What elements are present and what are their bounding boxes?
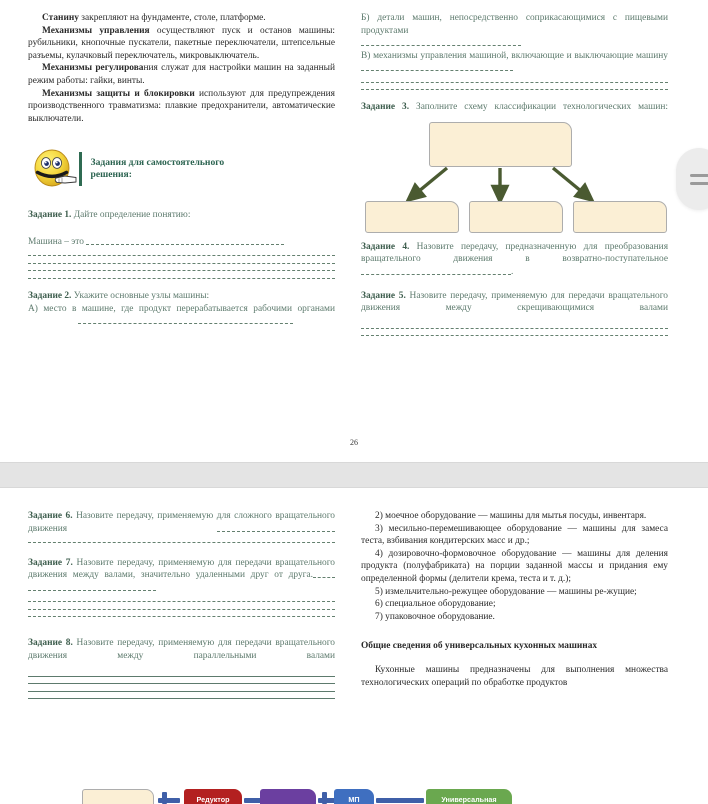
page2-columns (28, 510, 680, 706)
paragraph-mechanisms-regulation-body: ния служат для настройки машин на заданный режим работы: гайки, винты. (28, 63, 336, 86)
task-6 (28, 510, 335, 535)
task-5-label: Задание 5. (361, 290, 406, 301)
task-6-label: Задание 6. (28, 511, 73, 521)
task-7-answer-line-2[interactable] (28, 601, 335, 602)
flow-node-reduktor[interactable]: Редуктор (184, 789, 242, 804)
paragraph-mechanisms-control (28, 25, 335, 63)
task-7-answer-line-4[interactable] (28, 616, 335, 617)
task-5-answer-line-1[interactable] (361, 328, 668, 329)
item-b (361, 12, 668, 37)
task-1-prompt: Машина – это (28, 236, 84, 247)
item-v-answer-field[interactable] (361, 62, 513, 71)
item-b-text: Б) детали машин, непосредственно соприкасающимися с пищевыми продуктами (361, 13, 668, 36)
item-v-answer-line-3[interactable] (361, 89, 668, 90)
page1-right-column (361, 12, 668, 343)
flow-node-mp[interactable]: МП (334, 789, 374, 804)
flow-connector-4 (376, 798, 424, 803)
paragraph-mechanisms-control-lead: Механизмы управления (42, 25, 150, 36)
task-2-item-a-text: А) место в машине, где продукт перерабатывается рабочими органами (28, 303, 335, 314)
page1-left-column (28, 12, 335, 328)
task-8-answer-line-2[interactable] (28, 683, 335, 684)
page2-left-column (28, 510, 335, 706)
section-heading-universal-kitchen-machines: Общие сведения об универсальных кухонных машинах (361, 641, 598, 652)
paragraph-mechanisms-regulation-lead: Механизмы регулирова (42, 63, 144, 74)
task-7 (28, 557, 335, 595)
task-3-label: Задание 3. (361, 102, 410, 113)
task-7-answer-field-a[interactable] (313, 569, 335, 578)
task-2-answer-field[interactable] (78, 315, 293, 324)
item-b-answer-field[interactable] (361, 37, 521, 46)
task-7-answer-field-b[interactable] (28, 582, 156, 591)
item-v-text: В) механизмы управления машиной, включающие и выключающие машину (361, 50, 668, 61)
page-break-separator (0, 462, 708, 488)
task-1-answer-field[interactable] (86, 236, 284, 245)
paragraph-mechanisms-protection-lead: Механизмы защиты и блокировки (42, 88, 195, 99)
task-4-label: Задание 4. (361, 241, 410, 252)
task-2-item-a (28, 303, 335, 316)
task-4-answer-field[interactable] (361, 266, 511, 275)
paragraph-stanina-body: закрепляют на фундаменте, столе, платформе. (78, 13, 266, 23)
flow-node-universalnaya[interactable]: Универсальная (426, 789, 512, 804)
equals-menu-pill[interactable] (676, 148, 708, 210)
item-v-answer-row (361, 62, 668, 75)
task-1-answer-line-2[interactable] (28, 255, 335, 256)
task-3-text: Заполните схему классификации технологических машин: (409, 102, 668, 113)
page2-right-column (361, 510, 668, 689)
task-2-item-a-answer-row (28, 315, 335, 328)
bottom-flow-diagram (28, 787, 680, 804)
task-4-text: Назовите передачу, предназначенную для преобразования вращательного движения в возвратно-поступательное (361, 241, 669, 265)
task-2 (28, 290, 335, 303)
paragraph-stanina (28, 12, 335, 25)
diagram-box-child-3[interactable] (573, 201, 667, 233)
smiley-pointing-icon (32, 147, 78, 191)
flow-tick-2 (322, 792, 327, 804)
task-5-answer-line-2[interactable] (361, 335, 668, 336)
list-item-7: 7) упаковочное оборудование. (375, 611, 495, 622)
flow-node-2[interactable] (260, 789, 316, 804)
task-7-text: Назовите передачу, применяемую для передачи вращательного движения между валами, значительно удаленными друг от друга. (28, 557, 335, 581)
task-4: Задание 4. Назовите передачу, предназначенную для преобразования вращательного движения в возвратно-поступательное . (361, 241, 669, 277)
task-8-answer-line-1[interactable] (28, 676, 335, 677)
pill-bar-bottom (690, 182, 708, 185)
task-8-answer-line-4[interactable] (28, 698, 335, 699)
classification-diagram (365, 122, 665, 227)
self-study-label-line2: решения: (90, 169, 132, 181)
task-6-text: Назовите передачу, применяемую для сложного вращательного движения (28, 511, 335, 534)
diagram-box-child-1[interactable] (365, 201, 459, 233)
paragraph-mechanisms-control-body: осуществляют пуск и останов машины: рубильники, кнопочные пускатели, пакетные переключатели, штепсельные разъемы, кулачковый переключатель, микровыключатель. (28, 25, 336, 61)
task-8 (28, 637, 335, 662)
item-b-answer-row (361, 37, 668, 50)
task-1 (28, 209, 335, 222)
self-study-label-line1: Задания для самостоятельного (90, 156, 225, 168)
list-item-5: 5) измельчительно-режущее оборудование — машины ре-жущие; (375, 586, 637, 597)
self-study-banner (32, 147, 335, 191)
task-1-label: Задание 1. (28, 210, 72, 221)
task-2-text: Укажите основные узлы машины: (71, 290, 210, 301)
list-item-2: 2) моечное оборудование — машины для мытья посуды, инвентаря. (375, 511, 647, 521)
task-1-text: Дайте определение понятию: (71, 210, 191, 221)
page1-columns (28, 12, 680, 343)
task-3 (361, 101, 668, 114)
self-study-divider (79, 152, 82, 186)
task-7-answer-line-3[interactable] (28, 609, 335, 610)
paragraph-mechanisms-regulation (28, 62, 335, 87)
list-item-3: 3) месильно-перемешивающее оборудование — машины для замеса теста, взбивания кондитерских масс и др.; (361, 523, 668, 547)
task-7-label: Задание 7. (28, 557, 73, 568)
task-8-label: Задание 8. (28, 638, 73, 649)
item-v-answer-line-2[interactable] (361, 82, 668, 83)
task-5-text: Назовите передачу, применяемую для передачи вращательного движения между скрещивающимися валами (361, 290, 668, 314)
paragraph-mechanisms-protection-body: используют для предупреждения производственного травматизма: плавкие предохранители, автоматические выключатели. (28, 88, 335, 124)
task-1-prompt-line (28, 236, 335, 249)
page-number: 26 (350, 438, 358, 447)
task-6-answer-line-2[interactable] (28, 542, 335, 543)
list-item-6: 6) специальное оборудование; (375, 599, 496, 610)
pill-bar-top (690, 174, 708, 177)
diagram-box-child-2[interactable] (469, 201, 563, 233)
task-5 (361, 290, 668, 315)
task-2-label: Задание 2. (28, 290, 72, 301)
section-paragraph: Кухонные машины предназначены для выполнения множества технологических операций по обработке продуктов (361, 664, 668, 688)
task-8-text: Назовите передачу, применяемую для передачи вращательного движения между параллельными валами (28, 638, 335, 661)
paragraph-stanina-lead: Станину (42, 13, 79, 23)
task-1-answer-line-5[interactable] (28, 278, 335, 279)
flow-node-0[interactable] (82, 789, 154, 804)
diagram-box-top[interactable] (429, 122, 572, 167)
item-v (361, 50, 668, 63)
self-study-label (91, 157, 225, 182)
task-6-answer-field[interactable] (217, 523, 335, 532)
task-1-answer-line-4[interactable] (28, 270, 335, 271)
task-8-answer-line-3[interactable] (28, 691, 335, 692)
flow-tick-1 (162, 792, 167, 804)
task-1-answer-line-3[interactable] (28, 263, 335, 264)
paragraph-mechanisms-protection (28, 88, 335, 126)
list-item-4: 4) дозировочно-формовочное оборудование — машины для деления продукта (полуфабриката) на порции заданной массы и придания ему определенной формы (делители крема, теста и т. д.); (361, 548, 668, 584)
document-page-2 (0, 488, 708, 804)
